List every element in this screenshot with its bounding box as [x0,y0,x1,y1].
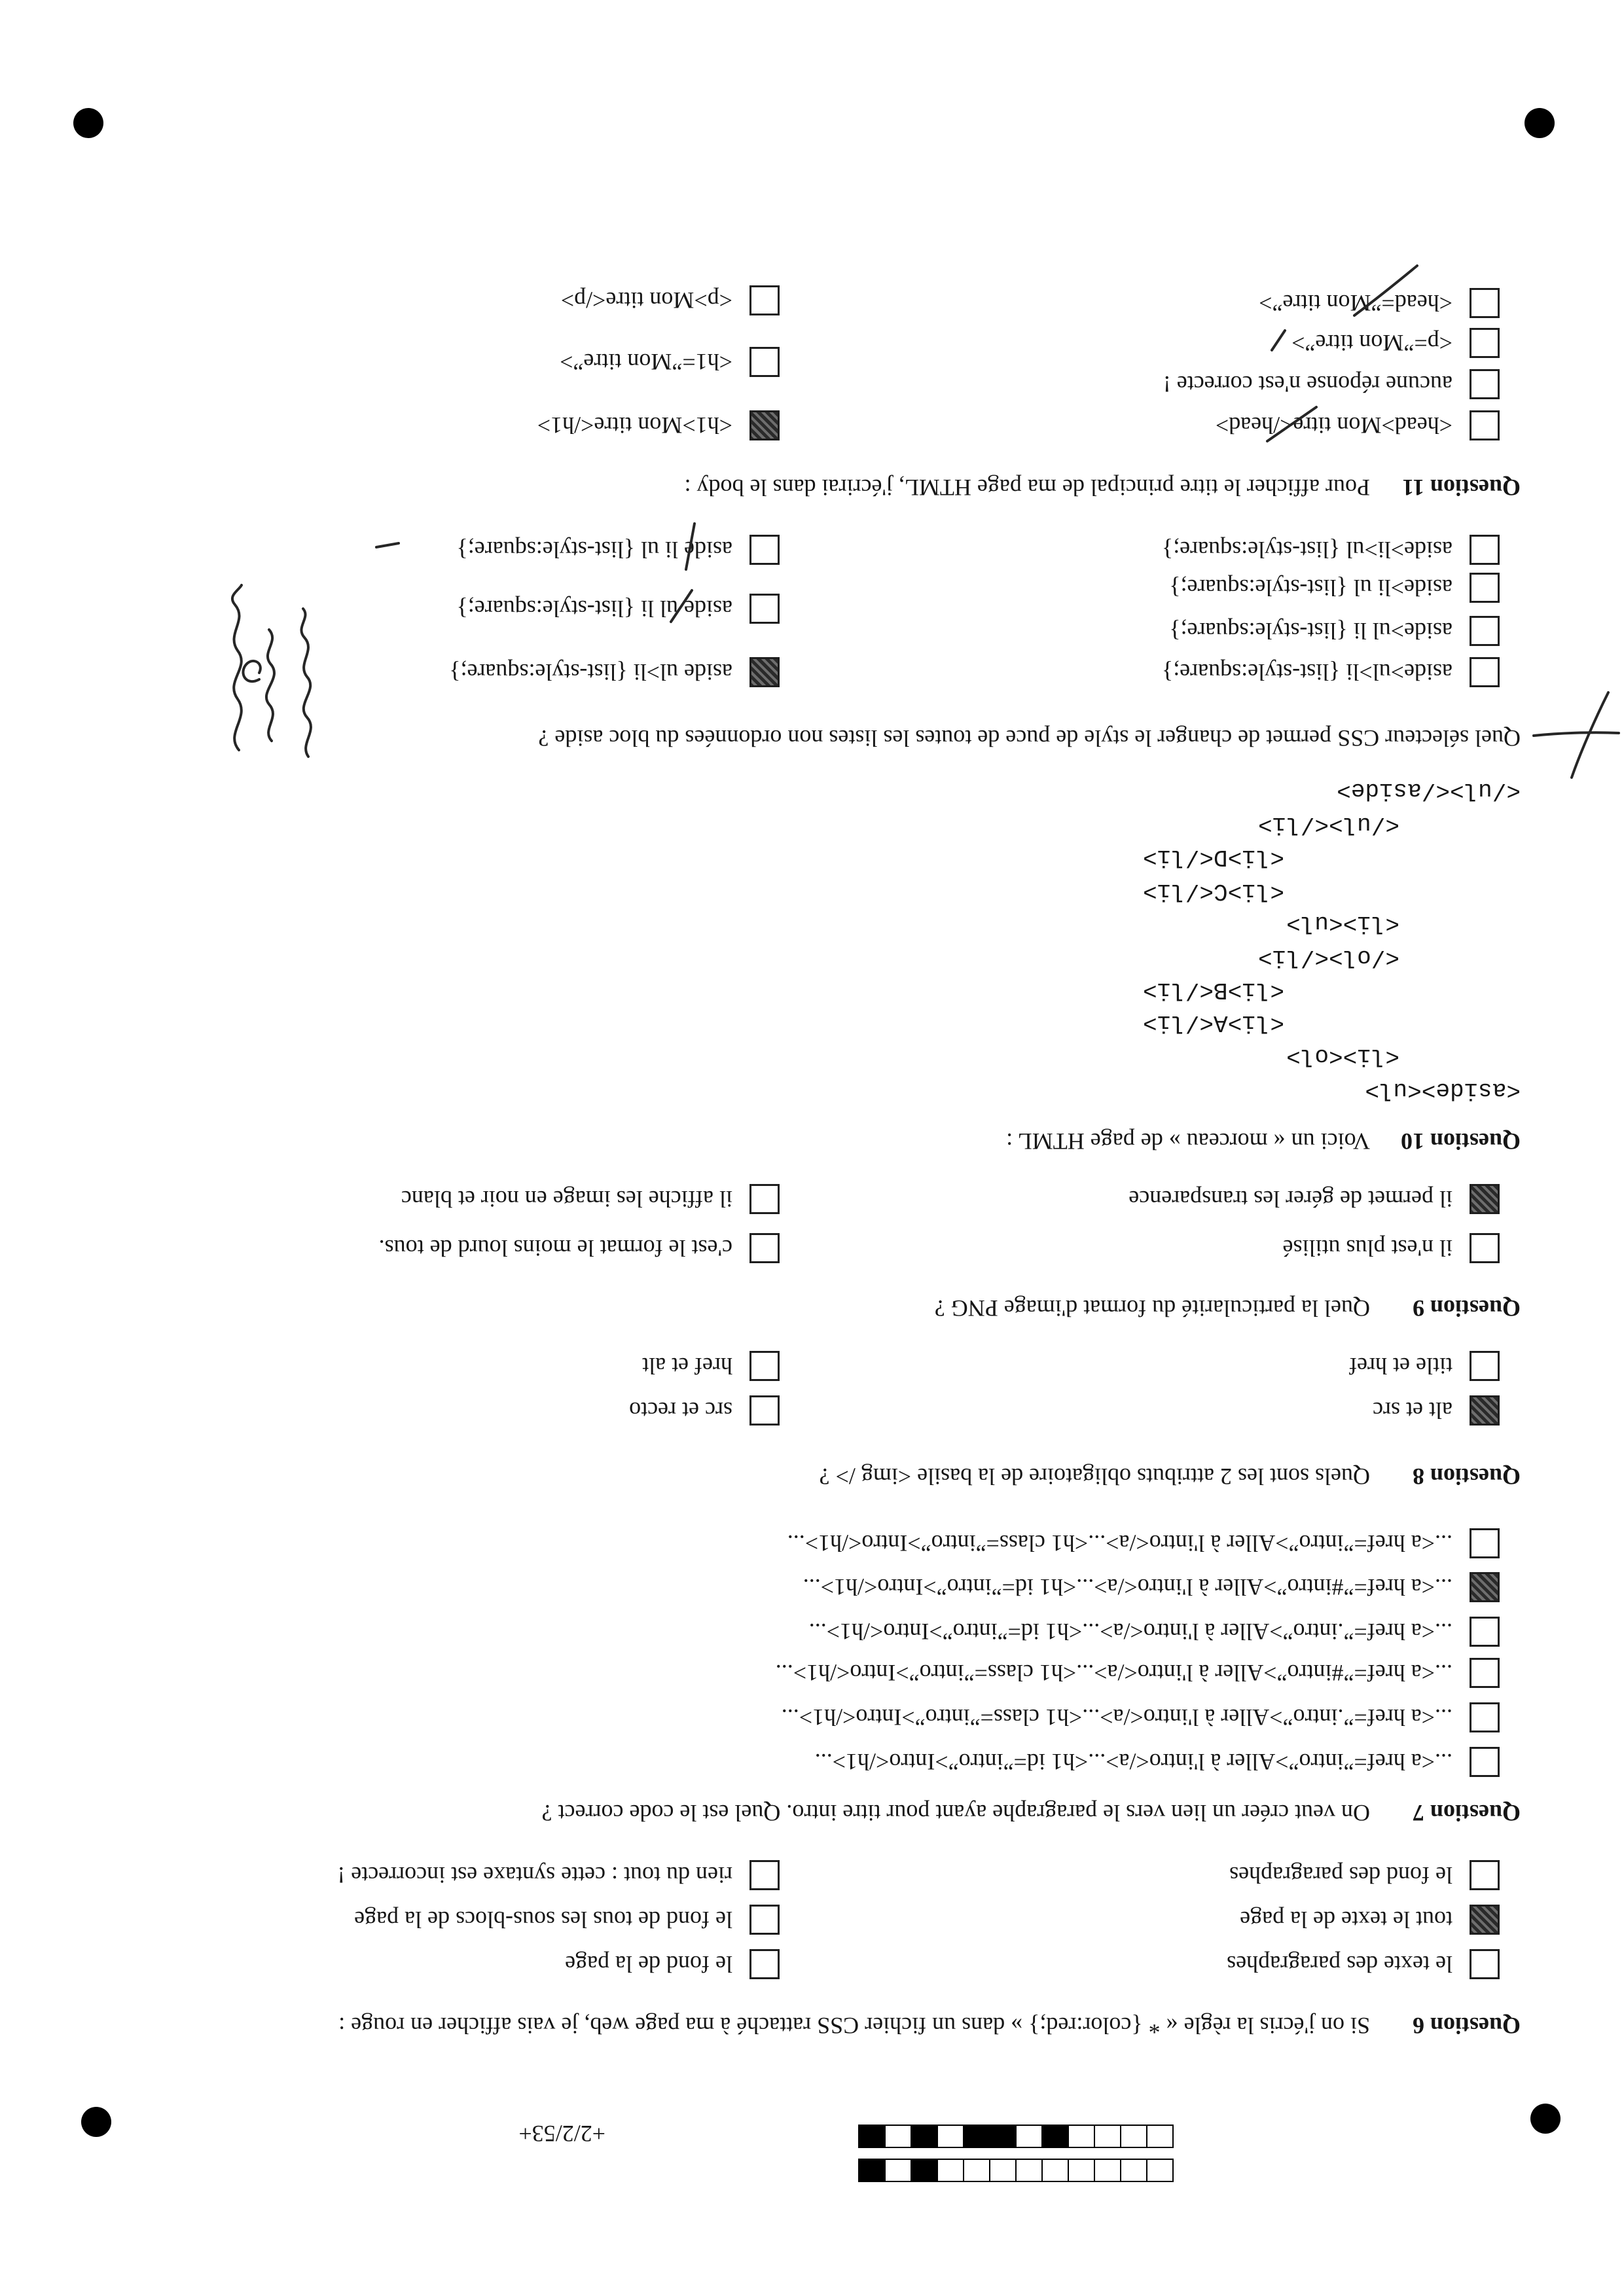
question-label: Question 11 [1401,475,1521,501]
checkbox[interactable] [1470,410,1500,440]
q7-option-1[interactable] [815,1746,1500,1778]
copy-code: +2/2/53+ [518,2121,605,2147]
handwritten-note [232,585,242,750]
option-label: aside>li ul {list-style:square;} [1169,575,1453,601]
code-line: <aside><ul> [1365,1077,1521,1103]
q7-option-3[interactable] [776,1657,1500,1689]
barcode-cell [989,2159,1017,2182]
q6-option-1[interactable] [1227,1948,1500,1981]
question-text: Quel la particularité du format d'image PNG ? [934,1295,1370,1321]
question-text: Voici un « morceau » de page HTML : [1006,1128,1370,1155]
q10-option-7[interactable] [457,533,780,566]
option-label: aside li ul {list-style:square;} [456,537,732,563]
barcode-cell [1068,2159,1095,2182]
question-text: Si on j'écris la règle « * {color:red;} » dans un fichier CSS rattaché à ma page web, je vais afficher en rouge : [338,2013,1370,2039]
checkbox[interactable] [1470,657,1500,687]
barcode-cell [937,2125,964,2148]
barcode-cell [1120,2125,1147,2148]
q11-option-3[interactable] [1291,327,1500,359]
q9-option-1[interactable] [1283,1232,1500,1265]
barcode-cell [884,2159,912,2182]
q11-option-1[interactable] [1216,409,1500,442]
option-label: aside ul>li {list-style:square;} [449,659,732,685]
question-11-header [685,473,1521,502]
option-label: il n'est plus utilisé [1282,1235,1453,1261]
checkbox[interactable] [749,1395,780,1426]
registration-dot [1530,2104,1561,2134]
barcode-cell [989,2125,1017,2148]
option-label: title et href [1349,1353,1453,1379]
question-text: On veut créer un lien vers le paragraphe ayant pour titre intro. Quel est le code correct ? [541,1800,1370,1826]
code-line: </ol></li> [1257,944,1399,971]
q10-option-2[interactable] [1169,615,1500,647]
option-label: ...<a href=”.intro”>Aller à l'intro</a>...<h1 class=”intro”>Intro</h1>... [781,1704,1453,1731]
option-label: ...<a href=”.intro”>Aller à l'intro</a>...<h1 id=”intro”>Intro</h1>... [808,1619,1453,1645]
option-label: src et recto [629,1397,732,1424]
question-label: Question 6 [1412,2013,1521,2039]
option-label: le texte des paragraphes [1227,1951,1453,1977]
option-label: aside>ul li {list-style:square;} [1169,618,1453,644]
option-label: tout le texte de la page [1240,1907,1453,1933]
checkbox[interactable] [1470,1905,1500,1935]
option-label: il affiche les image en noir et blanc [401,1186,732,1212]
q7-option-4[interactable] [809,1615,1500,1648]
q8-option-3[interactable] [1349,1350,1500,1382]
q11-option-2[interactable] [1163,368,1500,401]
dash-mark [376,543,399,547]
barcode-cell [911,2159,938,2182]
margin-cross-mark [1572,692,1608,778]
code-line: <li>A</li> [1142,1009,1284,1036]
checkbox[interactable] [1470,1658,1500,1688]
q9-option-2[interactable] [379,1232,780,1265]
checkbox[interactable] [1470,1747,1500,1777]
checkbox[interactable] [749,535,780,565]
q6-option-5[interactable] [1229,1859,1500,1892]
barcode-cell [1041,2125,1069,2148]
option-label: aucune réponse n'est correcte ! [1163,371,1453,397]
option-label: <h1>Mon titre</h1> [537,412,732,439]
q11-option-5[interactable] [537,409,780,442]
checkbox[interactable] [1470,1233,1500,1263]
margin-cross-mark [1534,732,1619,736]
q10-option-6[interactable] [457,592,780,625]
option-label: ...<a href=”#intro”>Aller à l'intro</a>...<h1 id=”intro”>Intro</h1>... [803,1574,1453,1600]
strike-mark [1272,331,1285,350]
checkbox[interactable] [749,1233,780,1263]
code-line: <li>B</li> [1142,977,1284,1003]
checkbox[interactable] [749,1905,780,1935]
checkbox[interactable] [1470,369,1500,399]
code-line: <li>C</li> [1142,878,1284,905]
checkbox[interactable] [1470,1351,1500,1381]
q7-option-6[interactable] [787,1527,1500,1560]
option-label: ...<a href=”intro”>Aller à l'intro</a>...<h1 class=”intro”>Intro</h1>... [787,1530,1453,1556]
code-line: </ul></aside> [1337,777,1521,804]
q11-option-7[interactable] [561,284,780,317]
barcode-cell [911,2125,938,2148]
checkbox[interactable] [749,657,780,687]
option-label: il permet de gérer les transparence [1128,1186,1453,1212]
handwritten-note [301,609,310,757]
checkbox[interactable] [1470,328,1500,358]
q6-option-4[interactable] [354,1903,780,1936]
registration-dot [81,2107,111,2137]
barcode-cell [1094,2125,1121,2148]
option-label: c'est le format le moins lourd de tous. [378,1235,732,1261]
q7-option-5[interactable] [803,1571,1500,1604]
checkbox[interactable] [749,1860,780,1890]
registration-dot [73,108,103,138]
q10-option-1[interactable] [1162,656,1500,689]
barcode-cell [963,2125,990,2148]
q10-option-5[interactable] [449,656,780,689]
barcode-cell [884,2125,912,2148]
option-label: href et alt [642,1353,732,1379]
q10-option-3[interactable] [1169,571,1500,604]
barcode-cell [1041,2159,1069,2182]
q8-option-4[interactable] [642,1350,780,1382]
registration-dot [1525,108,1555,138]
handwritten-note [266,630,274,741]
barcode-cell [1146,2125,1174,2148]
q7-option-2[interactable] [782,1701,1500,1734]
question-10-prompt: Quel sélecteur CSS permet de changer le style de puce de toutes les listes non ordonnées du bloc aside ? [538,725,1521,751]
question-label: Question 9 [1412,1295,1521,1321]
option-label: <head=”Mon titre”> [1259,290,1453,316]
question-label: Question 7 [1412,1800,1521,1826]
option-label: le fond de la page [565,1951,732,1977]
barcode-cell [1068,2125,1095,2148]
question-label: Question 10 [1400,1128,1521,1155]
option-label: <head>Mon titre</head> [1215,412,1453,439]
option-label: aside ul li {list-style:square;} [456,596,732,622]
barcode-cell [858,2125,886,2148]
option-label: le fond des paragraphes [1229,1862,1453,1888]
checkbox[interactable] [749,1949,780,1979]
question-text: Pour afficher le titre principal de ma page HTML, j'écrirai dans le body : [684,475,1370,501]
question-text: Quels sont les 2 attributs obligatoire de la basile <img /> ? [819,1463,1370,1490]
checkbox[interactable] [749,410,780,440]
checkbox[interactable] [1470,288,1500,318]
question-9-header [935,1294,1521,1323]
checkbox[interactable] [749,347,780,377]
checkbox[interactable] [1470,616,1500,646]
option-label: ...<a href=”intro”>Aller à l'intro</a>...<h1 id=”intro”>Intro</h1>... [814,1749,1453,1775]
barcode-cell [963,2159,990,2182]
checkbox[interactable] [749,594,780,624]
q10-option-4[interactable] [1162,533,1500,566]
question-7-header [542,1799,1521,1827]
handwritten-note [243,661,260,681]
checkbox[interactable] [749,1351,780,1381]
code-line: <li><ol> [1286,1043,1399,1069]
barcode-cell [937,2159,964,2182]
q6-option-6[interactable] [337,1859,780,1892]
q8-option-2[interactable] [629,1394,780,1427]
checkbox[interactable] [1470,1949,1500,1979]
option-label: aside>li>ul {list-style:square;} [1161,537,1453,563]
checkbox[interactable] [1470,535,1500,565]
checkbox[interactable] [749,1184,780,1214]
q11-option-4[interactable] [1259,287,1500,319]
checkbox[interactable] [1470,1860,1500,1890]
barcode-cell [858,2159,886,2182]
q9-option-4[interactable] [401,1183,780,1215]
barcode-cell [1015,2125,1043,2148]
option-label: <p>Mon titre</p> [560,287,732,314]
checkbox[interactable] [1470,1395,1500,1426]
q6-option-2[interactable] [565,1948,780,1981]
barcode-cell [1146,2159,1174,2182]
code-line: </ul></li> [1257,811,1399,838]
q11-option-6[interactable] [560,346,780,378]
code-line: <li>D</li> [1142,844,1284,870]
option-label: <h1=”Mon titre”> [560,349,732,375]
checkbox[interactable] [1470,573,1500,603]
question-10-header [1006,1127,1521,1156]
barcode-cell [1120,2159,1147,2182]
option-label: aside>ul>li {list-style:square;} [1161,659,1453,685]
option-label: le fond de tous les sous-blocs de la page [354,1907,732,1933]
checkbox[interactable] [1470,1184,1500,1214]
checkbox[interactable] [1470,1528,1500,1558]
checkbox[interactable] [1470,1702,1500,1732]
barcode-cell [1015,2159,1043,2182]
option-label: rien du tout : cette syntaxe est incorrecte ! [337,1862,732,1888]
checkbox[interactable] [1470,1572,1500,1602]
question-6-header [338,2011,1521,2040]
q8-option-1[interactable] [1373,1394,1500,1427]
question-8-header [820,1462,1521,1491]
option-label: alt et src [1373,1397,1453,1424]
code-line: <li><ul> [1286,910,1399,937]
option-label: <p=”Mon titre”> [1291,330,1453,356]
checkbox[interactable] [749,285,780,315]
checkbox[interactable] [1470,1617,1500,1647]
q6-option-3[interactable] [1240,1903,1500,1936]
q9-option-3[interactable] [1128,1183,1500,1215]
option-label: ...<a href=”#intro”>Aller à l'intro</a>...<h1 class=”intro”>Intro</h1>... [775,1660,1453,1686]
question-label: Question 8 [1412,1463,1521,1490]
barcode-cell [1094,2159,1121,2182]
